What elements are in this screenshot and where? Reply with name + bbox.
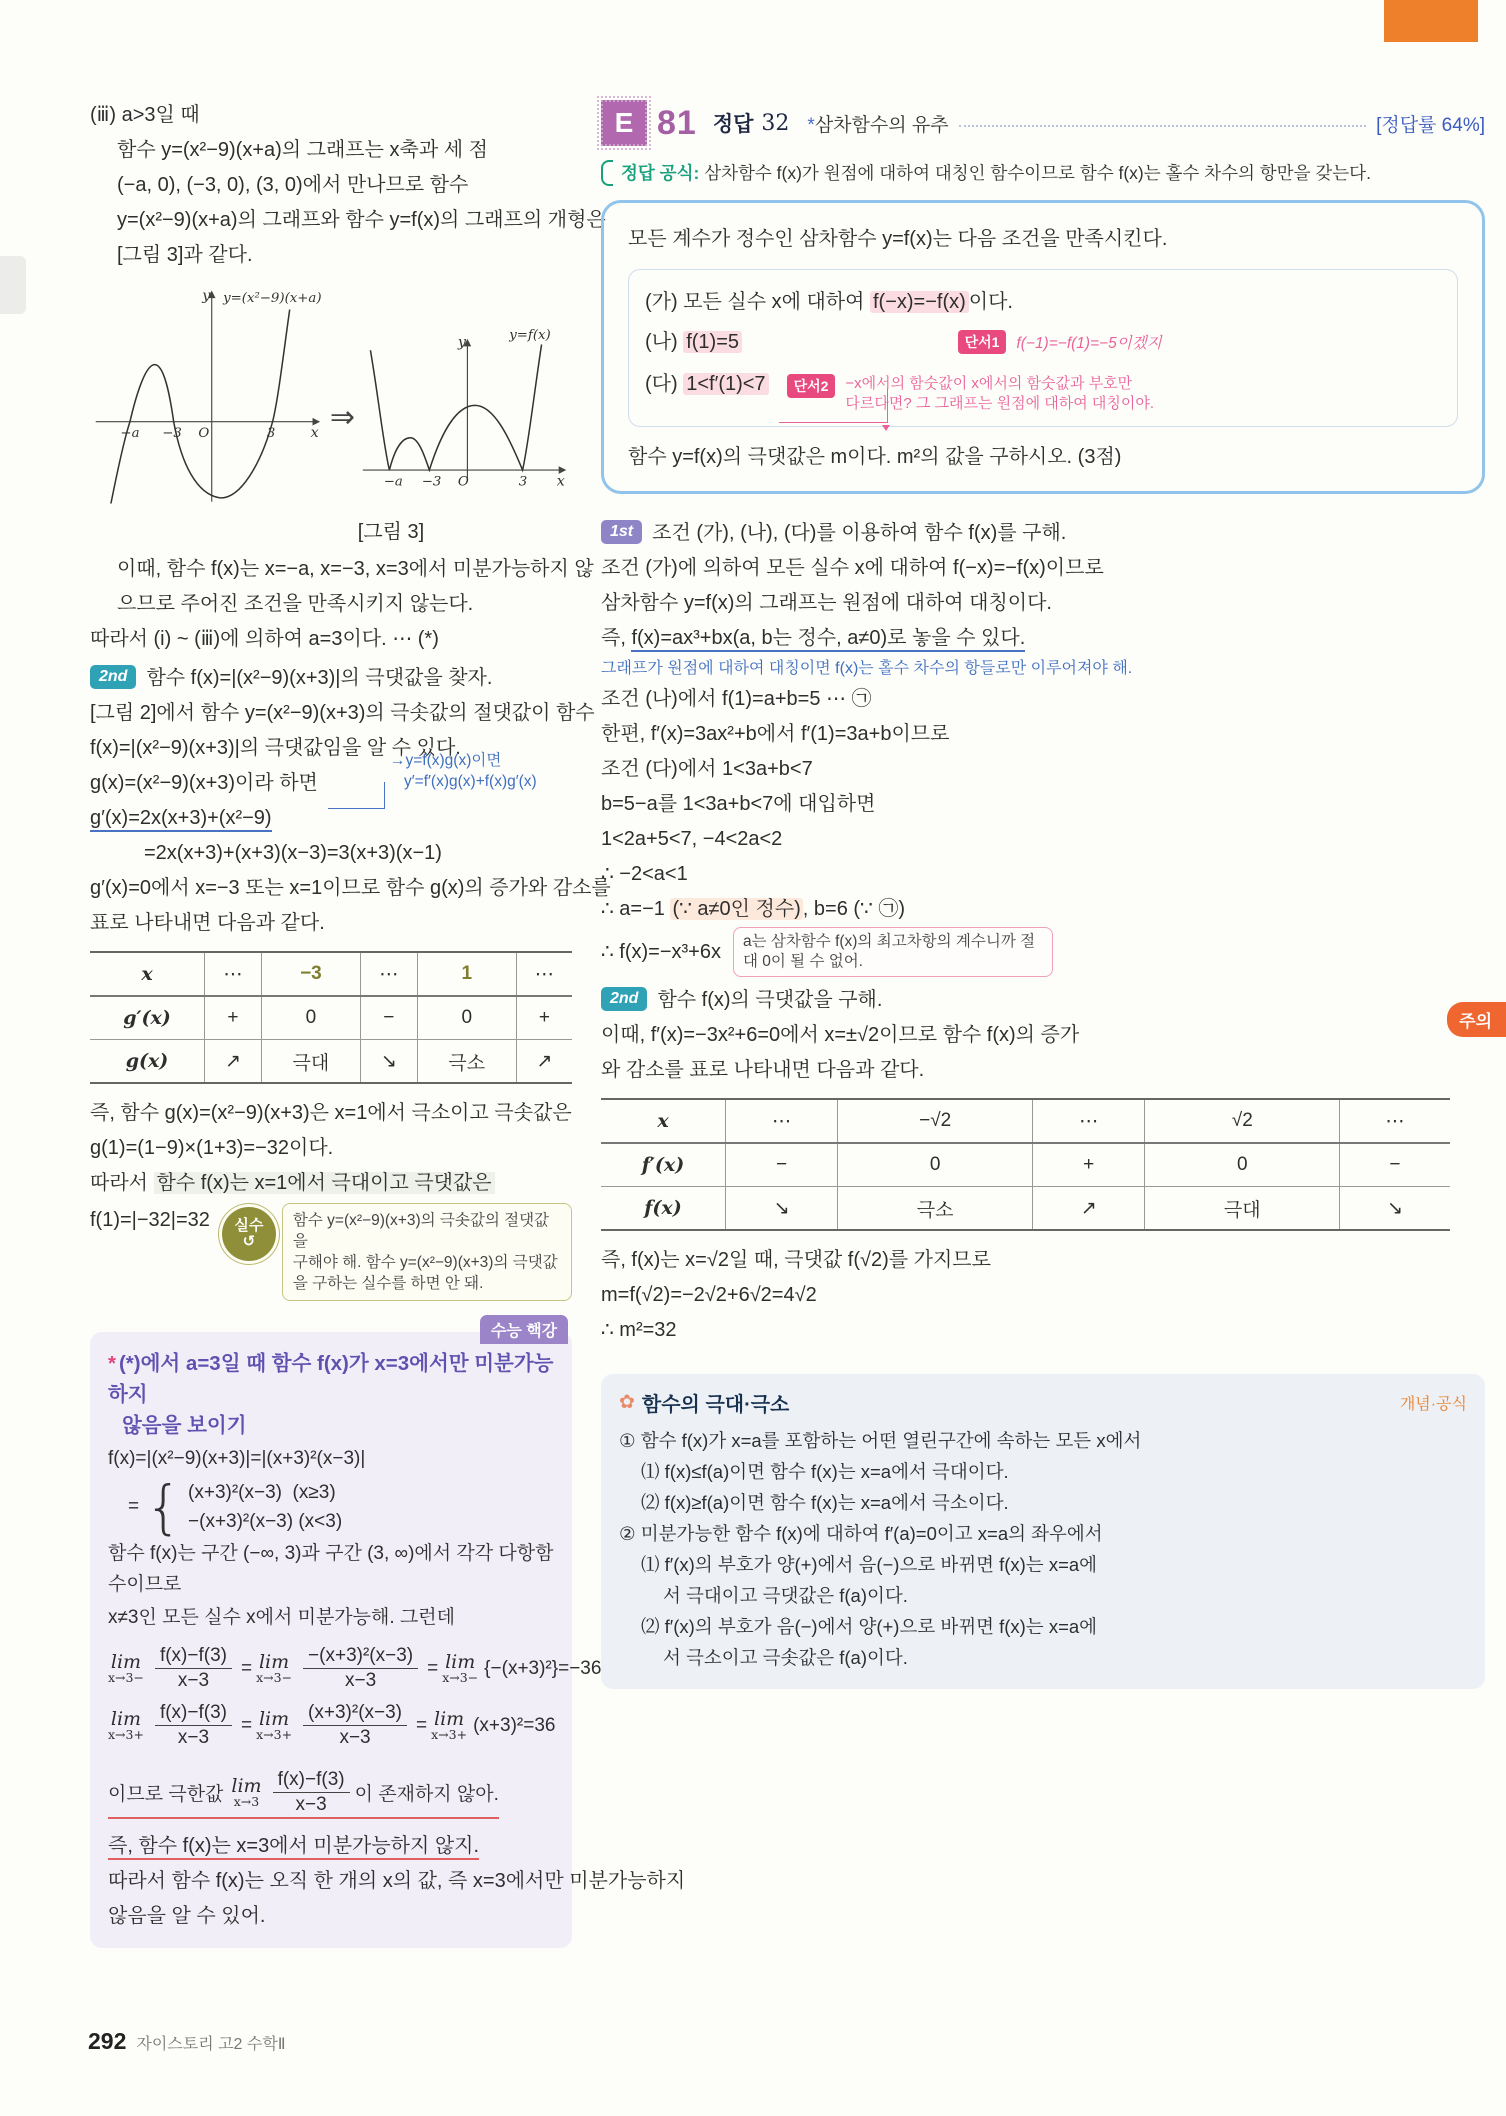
mistake-badge-icon: 실수 ↺ bbox=[222, 1207, 276, 1261]
concept-line: ⑴ f′(x)의 부호가 양(+)에서 음(−)으로 바뀌면 f(x)는 x=a에 bbox=[641, 1554, 1098, 1575]
abs-graph bbox=[359, 313, 572, 513]
concept-line: ① 함수 f(x)가 x=a를 포함하는 어떤 열린구간에 속하는 모든 x에서 bbox=[619, 1430, 1142, 1451]
book-title: 자이스토리 고2 수학Ⅱ bbox=[136, 2036, 286, 2053]
g-increase-decrease-table bbox=[90, 951, 572, 1084]
svg-text:O: O bbox=[198, 425, 210, 441]
table-row: g′(x) + 0 − 0 + bbox=[90, 996, 572, 1040]
limit-right-row: lim x→3+ $\frac{f(x)-f(3)}{x-3}$ = lim x→3+ $\frac{\text{(x+3)²(x−3)}}{x-3}$ = lim x→3+ (x+3)²=36 bbox=[108, 1702, 556, 1748]
svg-text:O: O bbox=[457, 474, 469, 490]
text-line: 즉, f(x)는 x=√2일 때, 극댓값 f(√2)를 가지므로 bbox=[601, 1249, 991, 1271]
text-line: 삼차함수 y=f(x)의 그래프는 원점에 대하여 대칭이다. bbox=[601, 592, 1052, 614]
note-connector-line bbox=[328, 782, 385, 809]
highlighted-conclusion: 함수 f(x)는 x=1에서 극대이고 극댓값은 bbox=[154, 1172, 495, 1194]
concept-tag: 개념·공식 bbox=[1399, 1396, 1467, 1413]
haekgang-title: * (*)에서 a=3일 때 함수 f(x)가 x=3에서만 미분가능하지 않음을 보이기 bbox=[108, 1352, 554, 1437]
text-line: 즉, 함수 g(x)=(x²−9)(x+3)은 x=1에서 극소이고 극솟값은 bbox=[90, 1102, 572, 1124]
problem-header bbox=[601, 98, 1485, 148]
answer-label: 정답 bbox=[712, 113, 754, 136]
problem-box bbox=[601, 200, 1485, 494]
product-rule-note: →y=f(x)g(x)이면 y′=f′(x)g(x)+f(x)g′(x) bbox=[390, 752, 537, 790]
text-line: 함수 f(x)는 구간 (−∞, 3)과 구간 (3, ∞)에서 각각 다항함수이므로 bbox=[108, 1543, 554, 1595]
step2-title-row bbox=[90, 661, 572, 696]
text-line: [그림 3]과 같다. bbox=[117, 244, 253, 266]
step1-title: 조건 (가), (나), (다)를 이용하여 함수 f(x)를 구해. bbox=[652, 522, 1067, 544]
piecewise-cases: = { (x+3)²(x−3) (x≥3) −(x+3)²(x−3) (x<3) bbox=[128, 1473, 343, 1541]
answer-value: 32 bbox=[761, 110, 790, 136]
text-line: (−a, 0), (−3, 0), (3, 0)에서 만나므로 함수 bbox=[117, 174, 469, 196]
text-line: f(x)=|(x²−9)(x+3)|의 극댓값임을 알 수 있다. bbox=[90, 737, 461, 759]
step1-title-row bbox=[601, 516, 1485, 551]
text-line: [그림 2]에서 함수 y=(x²−9)(x+3)의 극솟값의 절댓값이 함수 bbox=[90, 702, 595, 724]
caution-bubble: a는 삼차함수 f(x)의 최고차항의 계수니까 절대 0이 될 수 없어. bbox=[733, 927, 1053, 977]
fx-result: ∴ f(x)=−x³+6x bbox=[601, 940, 721, 963]
cubic-graph bbox=[90, 281, 326, 513]
text-line: ∴ m²=32 bbox=[601, 1319, 677, 1341]
clue2-badge: 단서2 bbox=[787, 374, 836, 398]
text-line: 따라서 함수 f(x)는 x=1에서 극대이고 극댓값은 bbox=[90, 1166, 572, 1201]
brace: { bbox=[145, 1473, 183, 1541]
concept-line: 서 극대이고 극댓값은 f(a)이다. bbox=[663, 1585, 908, 1606]
concept-line: ⑴ f(x)≤f(a)이면 함수 f(x)는 x=a에서 극대이다. bbox=[641, 1461, 1009, 1482]
no-limit-row: 이므로 극한값 lim x→3 $\frac{f(x)-f(3)}{x-3}$ 이 존재하지 않아. bbox=[108, 1769, 499, 1819]
figure-caption: [그림 3] bbox=[357, 521, 425, 543]
table-row: g(x) ↗ 극대 ↘ 극소 ↗ bbox=[90, 1040, 572, 1084]
fx-form-underlined: f(x)=ax³+bx(a, b는 정수, a≠0)로 놓을 수 있다. bbox=[631, 627, 1025, 652]
table-row: f′(x) − 0 + 0 − bbox=[601, 1143, 1450, 1187]
flower-icon: ✿ bbox=[619, 1392, 635, 1413]
gprime-formula: g′(x)=2x(x+3)+(x²−9) bbox=[90, 807, 272, 832]
svg-text:−3: −3 bbox=[421, 474, 442, 490]
problem-number: 81 bbox=[657, 103, 697, 142]
answer-formula-note: 정답 공식: 삼차함수 f(x)가 원점에 대하여 대칭인 함수이므로 함수 f(x)는 홀수 차수의 항만을 갖는다. bbox=[601, 160, 1485, 186]
page-corner-tab bbox=[1384, 0, 1478, 42]
text-line: ∴ −2<a<1 bbox=[601, 863, 688, 885]
step2-title: 함수 f(x)의 극댓값을 구해. bbox=[657, 989, 883, 1011]
text-line: 한편, f′(x)=3ax²+b에서 f′(1)=3a+b이므로 bbox=[601, 723, 950, 745]
svg-text:−a: −a bbox=[120, 425, 140, 441]
concept-header bbox=[619, 1388, 1467, 1417]
svg-text:3: 3 bbox=[518, 474, 528, 490]
condition-c: (다) 1<f′(1)<7 단서2 −x에서의 함숫값이 x에서의 함숫값과 부호만 다르다면? 그 그래프는 원점에 대하여 대칭이야. bbox=[645, 373, 1155, 412]
haekgang-badge: 수능 핵강 bbox=[480, 1315, 568, 1344]
page-edge-tab bbox=[0, 256, 26, 314]
haekgang-box bbox=[90, 1332, 686, 1948]
svg-text:x: x bbox=[310, 424, 319, 441]
figure-3 bbox=[90, 281, 572, 513]
text-line: =2x(x+3)+(x+3)(x−3)=3(x+3)(x−1) bbox=[144, 842, 442, 864]
step2-title-row bbox=[601, 983, 1485, 1018]
text-line: g(1)=(1−9)×(1+3)=−32이다. bbox=[90, 1137, 334, 1159]
clue1: 단서1 f(−1)=−f(1)=−5이겠지 bbox=[958, 331, 1162, 353]
answer-rate: [정답률 64%] bbox=[1376, 114, 1485, 136]
topic-label: *삼차함수의 유추 bbox=[807, 114, 949, 136]
text-line: b=5−a를 1<3a+b<7에 대입하면 bbox=[601, 793, 876, 815]
limit-left-row: lim x→3− $\frac{f(x)-f(3)}{x-3}$ = lim x→3− $\frac{\text{−(x+3)²(x−3)}}{x-3}$ = lim x→3− {−(x+3)²}=−36 bbox=[108, 1645, 602, 1691]
mistake-callout-row bbox=[90, 1203, 572, 1301]
text-line: g′(x)=0에서 x=−3 또는 x=1이므로 함수 g(x)의 증가와 감소를 bbox=[90, 877, 611, 899]
mistake-note: 함수 y=(x²−9)(x+3)의 극솟값의 절댓값을 구해야 해. 함수 y=(x²−9)(x+3)의 극댓값 을 구하는 실수를 하면 안 돼. bbox=[282, 1203, 572, 1301]
clue-connector-arrow bbox=[882, 425, 890, 431]
problem-intro: 모든 계수가 정수인 삼차함수 y=f(x)는 다음 조건을 만족시킨다. bbox=[628, 228, 1168, 250]
text-line: 이때, 함수 f(x)는 x=−a, x=−3, x=3에서 미분가능하지 않 bbox=[117, 558, 594, 580]
f1-value: f(1)=|−32|=32 bbox=[90, 1209, 210, 1231]
bracket-mark bbox=[601, 160, 613, 186]
text-line: 조건 (다)에서 1<3a+b<7 bbox=[601, 758, 813, 780]
step-badge-2nd: 2nd bbox=[90, 665, 136, 689]
asterisk: * bbox=[108, 1352, 116, 1375]
caution-side-tab: 주의 bbox=[1447, 1002, 1506, 1037]
text-line: 즉, f(x)=ax³+bx(a, b는 정수, a≠0)로 놓을 수 있다. bbox=[601, 621, 1485, 656]
curve-label: y=(x²−9)(x+a) bbox=[223, 290, 322, 306]
text-line: g(x)=(x²−9)(x+3)이라 하면 bbox=[90, 772, 318, 794]
dotted-leader bbox=[959, 113, 1366, 127]
text-line: 으므로 주어진 조건을 만족시키지 않는다. bbox=[117, 593, 474, 615]
f-increase-decrease-table bbox=[601, 1098, 1450, 1231]
svg-text:3: 3 bbox=[266, 425, 276, 441]
concept-line: ⑵ f(x)≥f(a)이면 함수 f(x)는 x=a에서 극소이다. bbox=[641, 1492, 1009, 1513]
text-line: 조건 (나)에서 f(1)=a+b=5 ⋯ ㉠ bbox=[601, 688, 872, 710]
conditions-box bbox=[628, 269, 1458, 427]
text-line: 1<2a+5<7, −4<2a<2 bbox=[601, 828, 783, 850]
svg-text:−a: −a bbox=[383, 474, 403, 490]
text-line: 따라서 (i) ~ (ⅲ)에 의하여 a=3이다. ⋯ (*) bbox=[90, 628, 439, 650]
text-line: 표로 나타내면 다음과 같다. bbox=[90, 912, 325, 934]
text-line: ∴ a=−1 (∵ a≠0인 정수) , b=6 (∵ ㉠) bbox=[601, 898, 905, 920]
text-line: m=f(√2)=−2√2+6√2=4√2 bbox=[601, 1284, 817, 1306]
case-iii-heading: (ⅲ) a>3일 때 bbox=[90, 104, 200, 126]
concept-line: ⑵ f′(x)의 부호가 음(−)에서 양(+)으로 바뀌면 f(x)는 x=a에 bbox=[641, 1616, 1098, 1637]
text-line: 조건 (가)에 의하여 모든 실수 x에 대하여 f(−x)=−f(x)이므로 bbox=[601, 557, 1104, 579]
page-number: 292 bbox=[88, 2028, 127, 2054]
svg-text:x: x bbox=[556, 473, 565, 490]
text-line: 따라서 함수 f(x)는 오직 한 개의 x의 값, 즉 x=3에서만 미분가능하지 bbox=[108, 1870, 686, 1892]
problem-question: 함수 y=f(x)의 극댓값은 m이다. m²의 값을 구하시오. (3점) bbox=[628, 446, 1122, 468]
condition-b: (나) f(1)=5 단서1 f(−1)=−f(1)=−5이겠지 bbox=[645, 331, 1162, 353]
fx-result-row bbox=[601, 927, 1485, 977]
svg-text:−3: −3 bbox=[162, 425, 182, 441]
clue1-badge: 단서1 bbox=[958, 330, 1007, 354]
unit-badge: E bbox=[601, 100, 647, 146]
blue-explanation: 그래프가 원점에 대하여 대칭이면 f(x)는 홀수 차수의 항들로만 이루어져야 해. bbox=[601, 660, 1133, 677]
implies-arrow: ⇒ bbox=[329, 401, 355, 434]
text-line: 함수 y=(x²−9)(x+a)의 그래프는 x축과 세 점 bbox=[117, 139, 488, 161]
clue-connector bbox=[779, 388, 888, 423]
text-line: 이때, f′(x)=−3x²+6=0에서 x=±√2이므로 함수 f(x)의 증가 bbox=[601, 1024, 1080, 1046]
page-footer bbox=[88, 2028, 286, 2055]
step-badge-2nd: 2nd bbox=[601, 987, 647, 1011]
condition-a: (가) 모든 실수 x에 대하여 f(−x)=−f(x) 이다. bbox=[645, 291, 1013, 313]
concept-box bbox=[601, 1374, 1485, 1689]
right-column bbox=[601, 98, 1485, 1689]
svg-text:y: y bbox=[202, 287, 211, 304]
text-line: 않음을 알 수 있어. bbox=[108, 1905, 266, 1927]
conclusion-line: 즉, 함수 f(x)는 x=3에서 미분가능하지 않지. bbox=[108, 1829, 554, 1864]
concept-line: ② 미분가능한 함수 f(x)에 대하여 f′(a)=0이고 x=a의 좌우에서 bbox=[619, 1523, 1103, 1544]
f-definition: f(x)=|(x²−9)(x+3)|=|(x+3)²(x−3)| bbox=[108, 1448, 366, 1469]
table-row: x ⋯ −√2 ⋯ √2 ⋯ bbox=[601, 1099, 1450, 1143]
text-line: y=(x²−9)(x+a)의 그래프와 함수 y=f(x)의 그래프의 개형은 bbox=[117, 209, 606, 231]
svg-text:y: y bbox=[457, 334, 466, 351]
table-row: x ⋯ −3 ⋯ 1 ⋯ bbox=[90, 952, 572, 996]
concept-title: 함수의 극대·극소 bbox=[641, 1394, 790, 1416]
text-line: x≠3인 모든 실수 x에서 미분가능해. 그런데 bbox=[108, 1607, 455, 1628]
step-badge-1st: 1st bbox=[601, 520, 642, 544]
concept-line: 서 극소이고 극솟값은 f(a)이다. bbox=[663, 1647, 908, 1668]
text-line: 와 감소를 표로 나타내면 다음과 같다. bbox=[601, 1059, 925, 1081]
table-row: f(x) ↘ 극소 ↗ 극대 ↘ bbox=[601, 1187, 1450, 1231]
curve-label: y=f(x) bbox=[509, 327, 551, 343]
step2-title: 함수 f(x)=|(x²−9)(x+3)|의 극댓값을 찾자. bbox=[146, 667, 493, 689]
